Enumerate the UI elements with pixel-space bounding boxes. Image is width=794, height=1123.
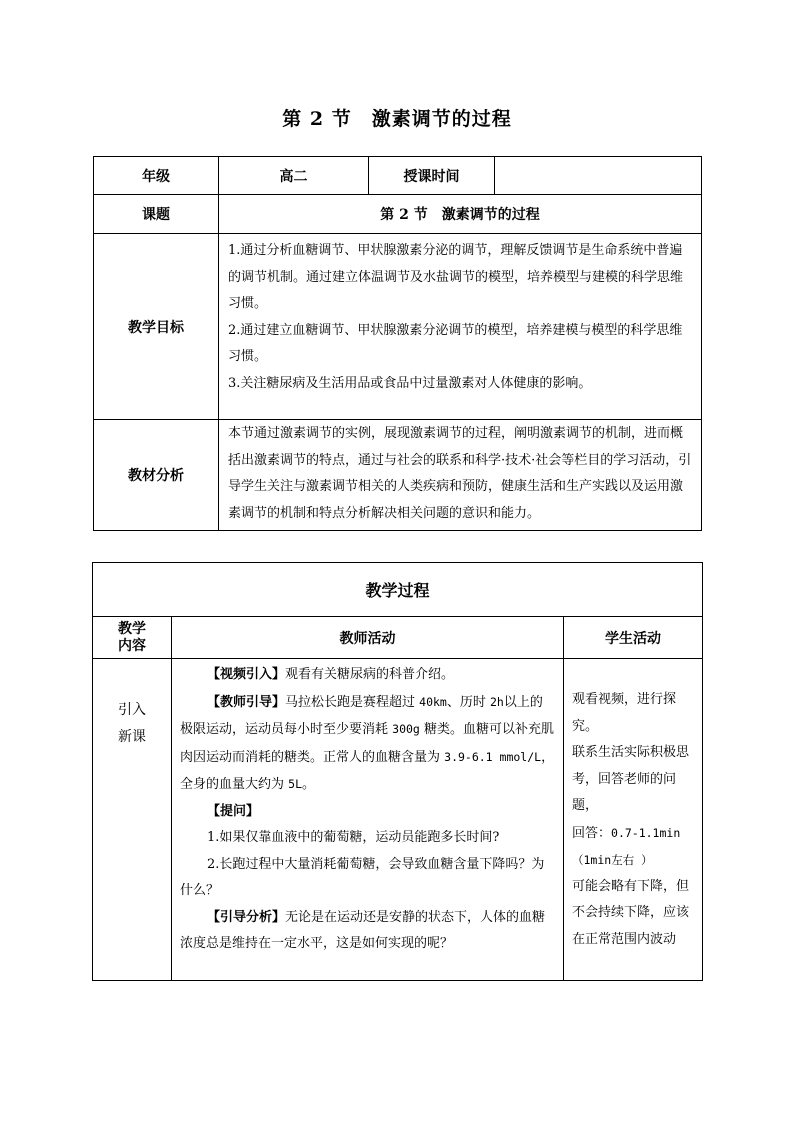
grade-label: 年级 [94,157,219,195]
tag-question: 【提问】 [207,803,260,819]
guide-sugar-amount: 300g [392,722,420,736]
col-header-content-line2: 内容 [118,637,146,654]
time-value [495,157,702,195]
guide-text: 以上的极限运动，运动员每小时至少要消耗 [180,694,543,737]
time-label: 授课时间 [369,157,495,195]
topic-value: 第 2 节 激素调节的过程 [219,195,702,234]
tag-teacher-guide: 【教师引导】 [207,694,286,710]
goal-item: 2.通过建立血糖调节、甲状腺激素分泌调节的模型，培养建模与模型的科学思维习惯。 [228,322,683,364]
answer-label: 回答： [572,825,612,841]
col-header-teacher: 教师活动 [172,617,564,659]
question-2: 2.长跑过程中大量消耗葡萄糖，会导致血糖含量下降吗？为什么？ [180,856,545,898]
goals-label: 教学目标 [94,234,219,420]
video-intro-text: 观看有关糖尿病的科普介绍。 [285,667,455,682]
guide-text: 糖类。血糖可以补充肌肉因运动而消耗的糖类。正常人的血糖含量为 [180,722,554,765]
student-line: 可能会略有下降，但不会持续下降，应该在正常范围内波动 [572,878,690,947]
col-header-content [93,617,172,659]
student-line: 观看视频，进行探究。 [572,692,677,734]
guide-text: 、历时 [446,694,490,710]
topic-label: 课题 [94,195,219,234]
student-line: 联系生活实际积极思考，回答老师的问题， [572,745,690,813]
teacher-para-analysis [180,905,555,958]
guide-text: 。 [302,777,316,792]
col-header-content-line1: 教学 [118,620,146,637]
teaching-process-table [92,562,703,981]
lesson-info-table [93,156,702,531]
student-activity-cell [564,659,703,981]
row-label-line1: 引入 [118,702,146,718]
analysis-label: 教材分析 [94,420,219,531]
guide-text: 马拉松长跑是赛程超过 [285,694,420,710]
student-answer [572,820,698,848]
grade-value: 高二 [219,157,369,195]
teacher-para-guide [180,689,555,799]
process-heading: 教学过程 [93,563,703,617]
tag-guided-analysis: 【引导分析】 [207,909,286,925]
question-1: 1.如果仅靠血液中的葡萄糖，运动员能跑多长时间? [207,830,500,845]
teacher-para-video [180,662,555,689]
guide-distance: 40km [419,694,447,709]
page-title: 第 2 节 激素调节的过程 [282,108,512,130]
guide-blood-volume: 5L [288,777,302,791]
guide-text: ，全身的血量大约为 [180,749,555,792]
student-line: （1min左右 ） [572,853,653,867]
goal-item: 3.关注糖尿病及生活用品或食品中过量激素对人体健康的影响。 [228,375,592,391]
guide-duration: 2h [490,694,504,709]
teacher-activity-cell [172,659,564,981]
goal-item: 1.通过分析血糖调节、甲状腺激素分泌的调节，理解反馈调节是生命系统中普遍的调节机制。通过建立体温调节及水盐调节的模型，培养模型与建模的科学思维习惯。 [228,243,684,311]
guided-analysis-text: 无论是在运动还是安静的状态下，人体的血糖浓度总是维持在一定水平，这是如何实现的呢？ [180,909,546,951]
guide-glucose-range: 3.9-6.1 mmol/L [444,749,542,764]
tag-video-intro: 【视频引入】 [207,667,286,682]
answer-value: 0.7-1.1min [611,825,681,840]
row-label-line2: 新课 [118,729,146,745]
row-label-intro [93,659,172,981]
goals-cell [219,234,702,420]
col-header-student: 学生活动 [564,617,703,659]
analysis-text: 本节通过激素调节的实例，展现激素调节的过程，阐明激素调节的机制，进而概括出激素调节的特点，通过与社会的联系和科学·技术·社会等栏目的学习活动，引导学生关注与激素调节相关的人类疾病和预防，健康生活和生产实践以及运用激素调节的机制和特点分析解决相关问题的意识和能力。 [219,420,702,531]
